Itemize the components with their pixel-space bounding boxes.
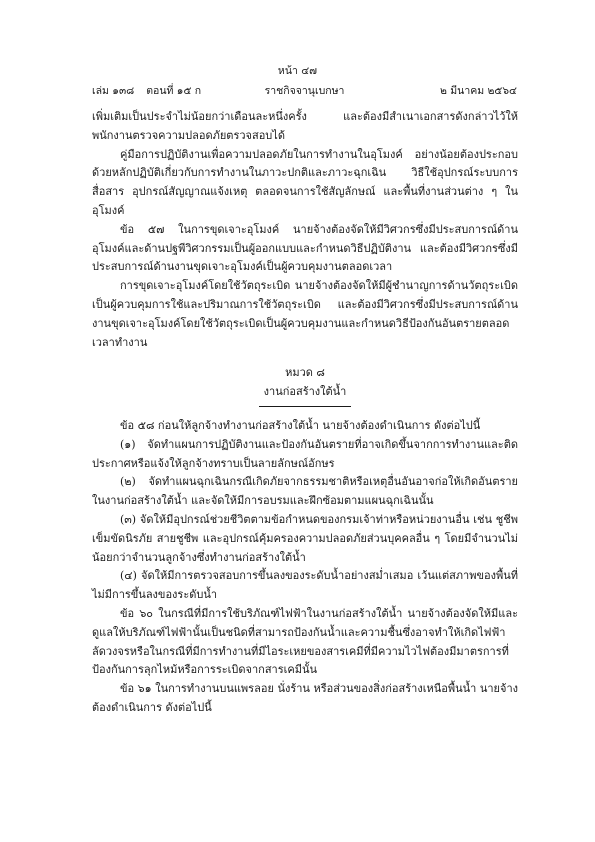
section-58-item-4: (๔) จัดให้มีการตรวจสอบการขึ้นลงของระดับน้ำอย่างสม่ำเสมอ เว้นแต่สภาพของพื้นที่ไม่มีการขึ้นลงของระดับน้ำ — [92, 569, 518, 602]
section-58: ข้อ ๕๘ ก่อนให้ลูกจ้างทำงานก่อสร้างใต้น้ำ นายจ้างต้องดำเนินการ ดังต่อไปนี้ — [120, 418, 481, 432]
document-body — [92, 108, 518, 718]
section-58-item-3: (๓) จัดให้มีอุปกรณ์ช่วยชีวิตตามข้อกำหนดของกรมเจ้าท่าหรือหน่วยงานอื่น เช่น ชูชีพเข็มขัดนิรภัย สายชูชีพ และอุปกรณ์คุ้มครองความปลอดภัยส่วนบุคคลอื่น ๆ โดยมีจำนวนไม่น้อยกว่าจำนวนลูกจ้างซึ่งทำงานก่อสร้างใต้น้ำ — [92, 512, 518, 564]
chapter-title: งานก่อสร้างใต้น้ำ — [263, 385, 347, 399]
section-58-item-2: (๒) จัดทำแผนฉุกเฉินกรณีเกิดภัยจากธรรมชาติหรือเหตุอื่นอันอาจก่อให้เกิดอันตรายในงานก่อสร้างใต้น้ำ และจัดให้มีการอบรมและฝึกซ้อมตามแผนฉุกเฉินนั้น — [92, 475, 518, 508]
gazette-name: ราชกิจจานุเบกษา — [264, 85, 345, 97]
paragraph-safety-manual: คู่มือการปฏิบัติงานเพื่อความปลอดภัยในการทำงานในอุโมงค์ อย่างน้อยต้องประกอบด้วยหลักปฏิบัติเกี่ยวกับการทำงานในภาวะปกติและภาวะฉุกเฉิน วิธีใช้อุปกรณ์ระบบการสื่อสาร อุปกรณ์สัญญาณแจ้งเหตุ ตลอดจนการใช้สัญลักษณ์ และพื้นที่งานส่วนต่าง ๆ ในอุโมงค์ — [92, 147, 518, 217]
paragraph-explosives: การขุดเจาะอุโมงค์โดยใช้วัตถุระเบิด นายจ้างต้องจัดให้มีผู้ชำนาญการด้านวัตถุระเบิดเป็นผู้ควบคุมการใช้และปริมาณการใช้วัตถุระเบิด และต้องมีวิศวกรซึ่งมีประสบการณ์ด้านงานขุดเจาะอุโมงค์โดยใช้วัตถุระเบิดเป็นผู้ควบคุมงานและกำหนดวิธีป้องกันอันตรายตลอดเวลาทำงาน — [92, 279, 518, 349]
paragraph-continuation: เพิ่มเติมเป็นประจำไม่น้อยกว่าเดือนละหนึ่งครั้ง และต้องมีสำเนาเอกสารดังกล่าวไว้ให้พนักงานตรวจความปลอดภัยตรวจสอบได้ — [92, 110, 518, 142]
chapter-underline — [259, 406, 351, 407]
gazette-header — [92, 82, 517, 98]
section-61: ข้อ ๖๑ ในการทำงานบนแพรลอย นั่งร้าน หรือส่วนของสิ่งก่อสร้างเหนือพื้นน้ำ นายจ้างต้องดำเนินการ ดังต่อไปนี้ — [92, 682, 518, 714]
issue-label: ตอนที่ ๑๕ ก — [146, 85, 202, 97]
section-60: ข้อ ๖๐ ในกรณีที่มีการใช้บริภัณฑ์ไฟฟ้าในงานก่อสร้างใต้น้ำ นายจ้างต้องจัดให้มีและดูแลให้บริภัณฑ์ไฟฟ้านั้นเป็นชนิดที่สามารถป้องกันน้ำและความชื้นซึ่งอาจทำให้เกิดไฟฟ้าลัดวงจรหรือในกรณีที่มีการทำงานที่มีไอระเหยของสารเคมีที่มีความไวไฟต้องมีมาตรการที่ป้องกันการลุกไหม้หรือการระเบิดจากสารเคมีนั้น — [92, 606, 518, 677]
volume-label: เล่ม ๑๓๘ — [92, 85, 135, 97]
section-57: ข้อ ๕๗ ในการขุดเจาะอุโมงค์ นายจ้างต้องจัดให้มีวิศวกรซึ่งมีประสบการณ์ด้านอุโมงค์และด้านปฐพีวิศวกรรมเป็นผู้ออกแบบและกำหนดวิธีปฏิบัติงาน และต้องมีวิศวกรซึ่งมีประสบการณ์ด้านงานขุดเจาะอุโมงค์เป็นผู้ควบคุมงานตลอดเวลา — [92, 222, 518, 274]
section-58-item-1: (๑) จัดทำแผนการปฏิบัติงานและป้องกันอันตรายที่อาจเกิดขึ้นจากการทำงานและติดประกาศหรือแจ้งให้ลูกจ้างทราบเป็นลายลักษณ์อักษร — [92, 437, 518, 470]
page-number: หน้า ๔๗ — [277, 65, 318, 77]
publication-date: ๒ มีนาคม ๒๕๖๔ — [439, 85, 517, 97]
chapter-number: หมวด ๘ — [285, 366, 325, 380]
